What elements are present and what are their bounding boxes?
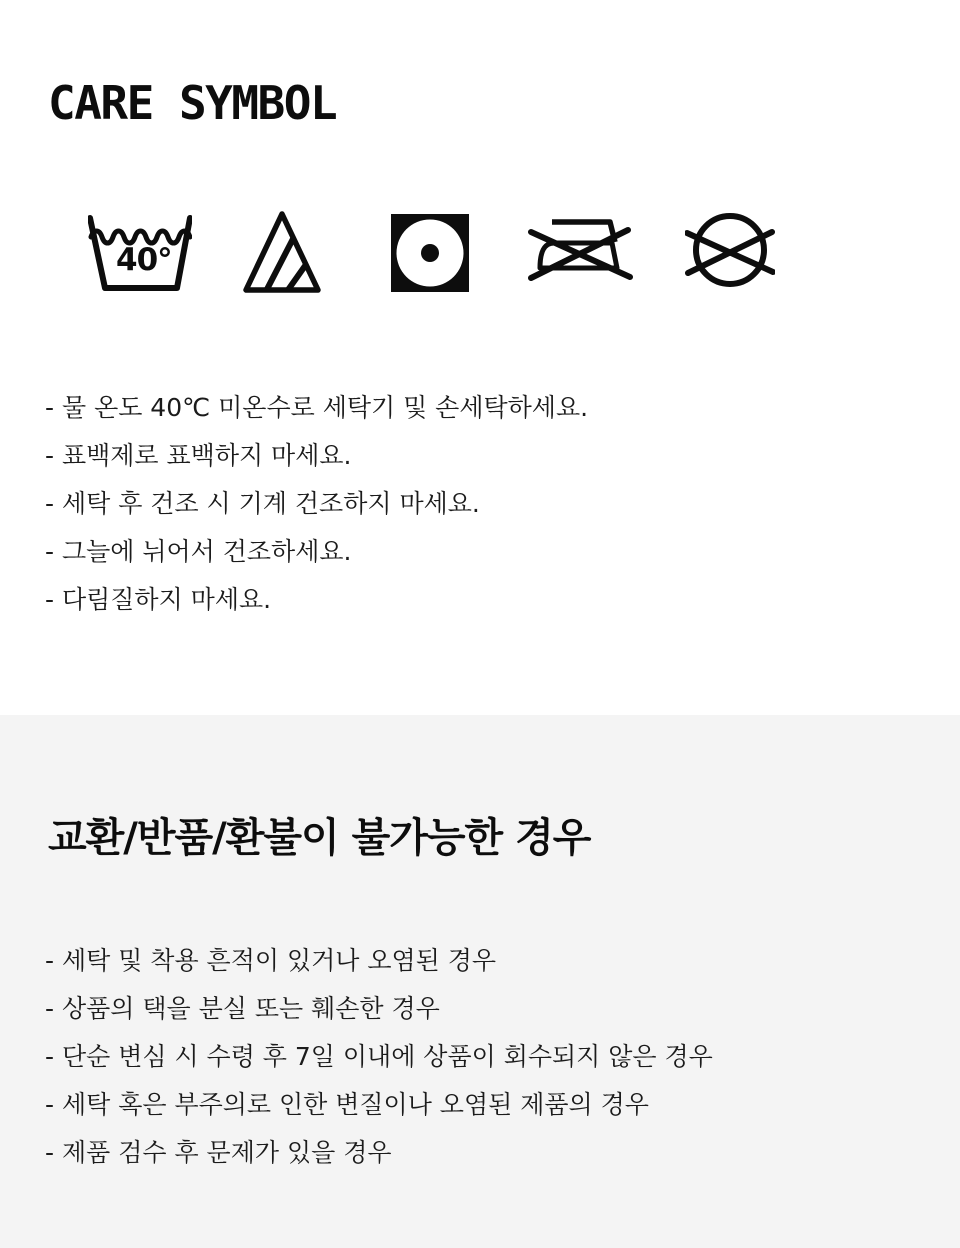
do-not-dry-clean-icon (685, 210, 775, 290)
care-instruction-item: - 그늘에 뉘어서 건조하세요. (45, 537, 352, 566)
machine-wash-40-icon (88, 214, 192, 292)
policy-item: - 상품의 택을 분실 또는 훼손한 경우 (45, 994, 440, 1023)
care-instruction-item: - 다림질하지 마세요. (45, 585, 272, 614)
do-not-iron-icon (526, 216, 634, 284)
tumble-dry-icon (391, 214, 469, 292)
care-instruction-item: - 표백제로 표백하지 마세요. (45, 441, 352, 470)
policy-item: - 세탁 혹은 부주의로 인한 변질이나 오염된 제품의 경우 (45, 1090, 649, 1119)
care-instructions-list (45, 384, 588, 624)
care-instruction-item: - 물 온도 40℃ 미온수로 세탁기 및 손세탁하세요. (45, 393, 589, 422)
policy-item: - 제품 검수 후 문제가 있을 경우 (45, 1138, 392, 1167)
care-instruction-item: - 세탁 후 건조 시 기계 건조하지 마세요. (45, 489, 480, 518)
wash-temperature-label: 40° (116, 242, 172, 278)
policy-item: - 세탁 및 착용 흔적이 있거나 오염된 경우 (45, 946, 497, 975)
non-chlorine-bleach-icon (243, 211, 321, 293)
care-symbol-heading: CARE SYMBOL (48, 76, 337, 130)
policy-item: - 단순 변심 시 수령 후 7일 이내에 상품이 회수되지 않은 경우 (45, 1042, 713, 1071)
policy-items-list (45, 937, 713, 1177)
policy-heading: 교환/반품/환불이 불가능한 경우 (48, 815, 591, 861)
